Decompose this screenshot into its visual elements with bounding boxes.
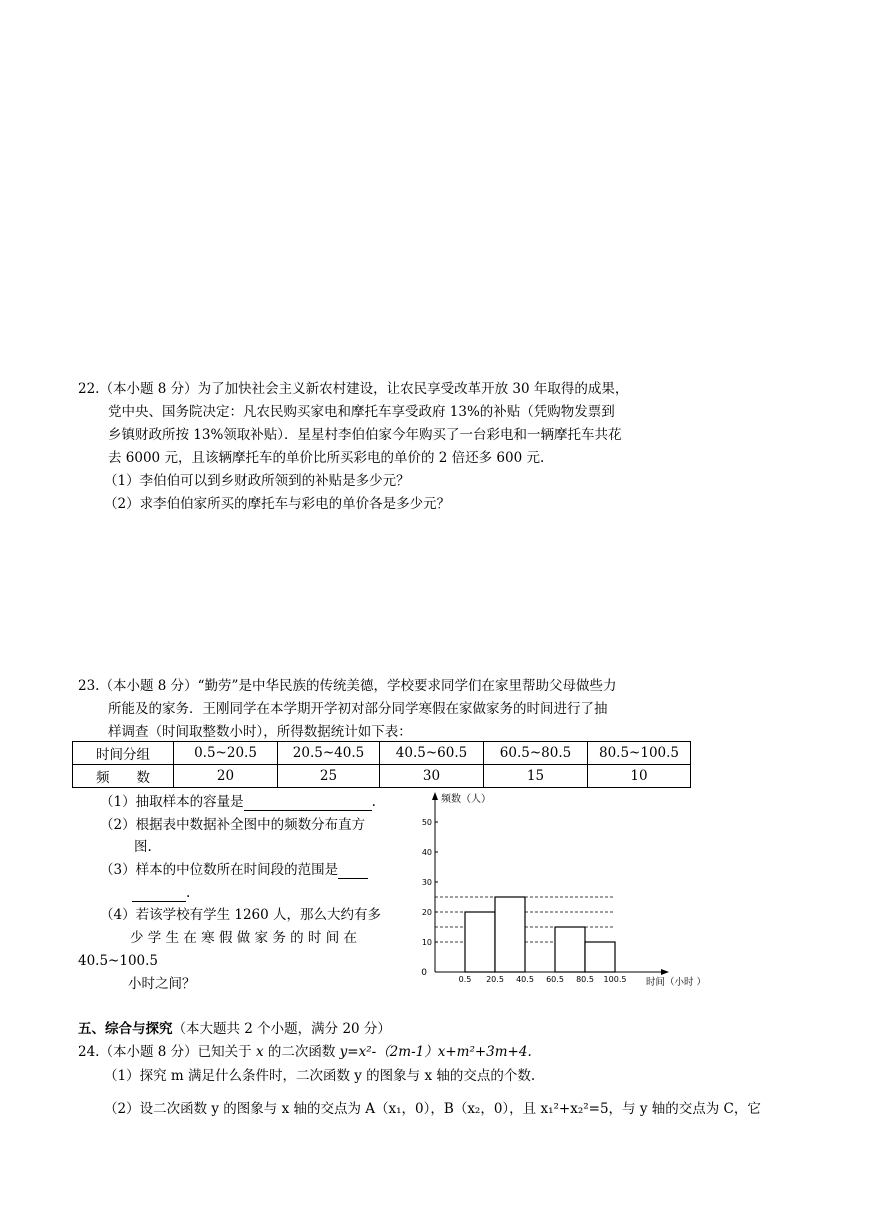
table-cell: 60.5~80.5 [484,742,588,765]
frequency-table [72,741,691,788]
table-cell: 30 [380,765,484,788]
q23-sub1 [100,793,376,811]
histogram-bar [585,942,615,972]
x-tick-label: 60.5 [546,975,564,984]
q23-sub3b [132,884,190,902]
answer-blank [338,864,368,879]
table-cell: 40.5~60.5 [380,742,484,765]
q23-sub2b: 图. [134,839,152,855]
answer-blank [132,887,186,902]
q23-sub1-end: . [371,794,376,810]
table-header-cell: 时间分组 [73,742,174,765]
x-axis-arrow [661,969,669,975]
section5-heading [78,1020,391,1038]
q22-line1: 22.（本小题 8 分）为了加快社会主义新农村建设，让农民享受改革开放 30 年取得的成果， [78,381,629,397]
x-tick-label: 80.5 [576,975,594,984]
table-row [73,765,691,788]
q24-prefix: 24.（本小题 8 分）已知关于 [78,1044,256,1060]
histogram-bar [465,912,495,972]
histogram-bar [495,897,525,972]
q23-line1: 23.（本小题 8 分）“勤劳”是中华民族的传统美德，学校要求同学们在家里帮助父母做些力 [78,678,617,694]
y-tick-label: 40 [421,848,432,857]
y-tick-label: 50 [421,818,432,827]
y-axis-arrow [432,792,438,800]
section5-note: （本大题共 2 个小题，满分 20 分） [172,1021,391,1037]
x-tick-label: 20.5 [486,975,504,984]
x-tick-label: 40.5 [516,975,534,984]
table-cell: 20.5~40.5 [278,742,380,765]
q22-sub2: （2）求李伯伯家所买的摩托车与彩电的单价各是多少元？ [104,496,451,512]
q24-mid: 的二次函数 [263,1044,340,1060]
table-header-cell: 频 数 [73,765,174,788]
q23-sub2a: （2）根据表中数据补全图中的频数分布直方 [100,817,366,833]
q23-sub3-text: （3）样本的中位数所在时间段的范围是 [100,862,339,878]
q24-formula: y=x²-（2m-1）x+m²+3m+4. [339,1044,532,1060]
q23-sub4a: （4）若该学校有学生 1260 人，那么大约有多 [100,907,382,923]
q23-sub3a [100,861,368,879]
q24-sub1: （1）探究 m 满足什么条件时，二次函数 y 的图象与 x 轴的交点的个数. [104,1068,536,1084]
y-tick-label: 20 [421,908,432,917]
q23-sub4d: 小时之间？ [128,976,196,992]
q22-line4: 去 6000 元，且该辆摩托车的单价比所买彩电的单价的 2 倍还多 600 元. [108,450,545,466]
q23-sub4b: 少 学 生 在 寒 假 做 家 务 的 时 间 在 [130,930,357,946]
q24-x: x [255,1044,264,1060]
q22-sub1: （1）李伯伯可以到乡财政所领到的补贴是多少元？ [104,473,410,489]
q22-line2: 党中央、国务院决定：凡农民购买家电和摩托车享受政府 13%的补贴（凭购物发票到 [108,404,615,420]
section5-title: 五、综合与探究 [78,1021,173,1037]
answer-blank [244,796,372,811]
q22-line3: 乡镇财政所按 13%领取补贴）．星星村李伯伯家今年购买了一台彩电和一辆摩托车共花 [108,427,622,443]
histogram-chart [418,788,718,993]
table-cell: 15 [484,765,588,788]
y-tick-label: 30 [421,878,432,887]
table-cell: 25 [278,765,380,788]
table-row [73,742,691,765]
q23-sub3-end: . [186,885,191,901]
table-cell: 10 [588,765,691,788]
q24-sub2: （2）设二次函数 y 的图象与 x 轴的交点为 A（x₁，0），B（x₂，0），且 x₁²+x₂²=5，与 y 轴的交点为 C，它 [104,1101,761,1117]
y-axis-label: 频数（人） [441,794,491,805]
table-cell: 0.5~20.5 [174,742,278,765]
y-tick-label: 10 [421,938,432,947]
x-axis-label: 时间（小时 ） [646,977,707,988]
origin-label: 0 [421,968,427,978]
q24-line1 [78,1043,532,1061]
q23-line2: 所能及的家务．王刚同学在本学期开学初对部分同学寒假在家做家务的时间进行了抽 [108,701,608,717]
table-cell: 80.5~100.5 [588,742,691,765]
x-tick-label: 100.5 [603,975,627,984]
x-tick-label: 0.5 [458,975,472,984]
table-cell: 20 [174,765,278,788]
q23-line3: 样调查（时间取整数小时），所得数据统计如下表： [108,724,412,740]
histogram-bar [555,927,585,972]
q23-sub4c: 40.5~100.5 [78,953,159,969]
q23-sub1-text: （1）抽取样本的容量是 [100,794,244,810]
